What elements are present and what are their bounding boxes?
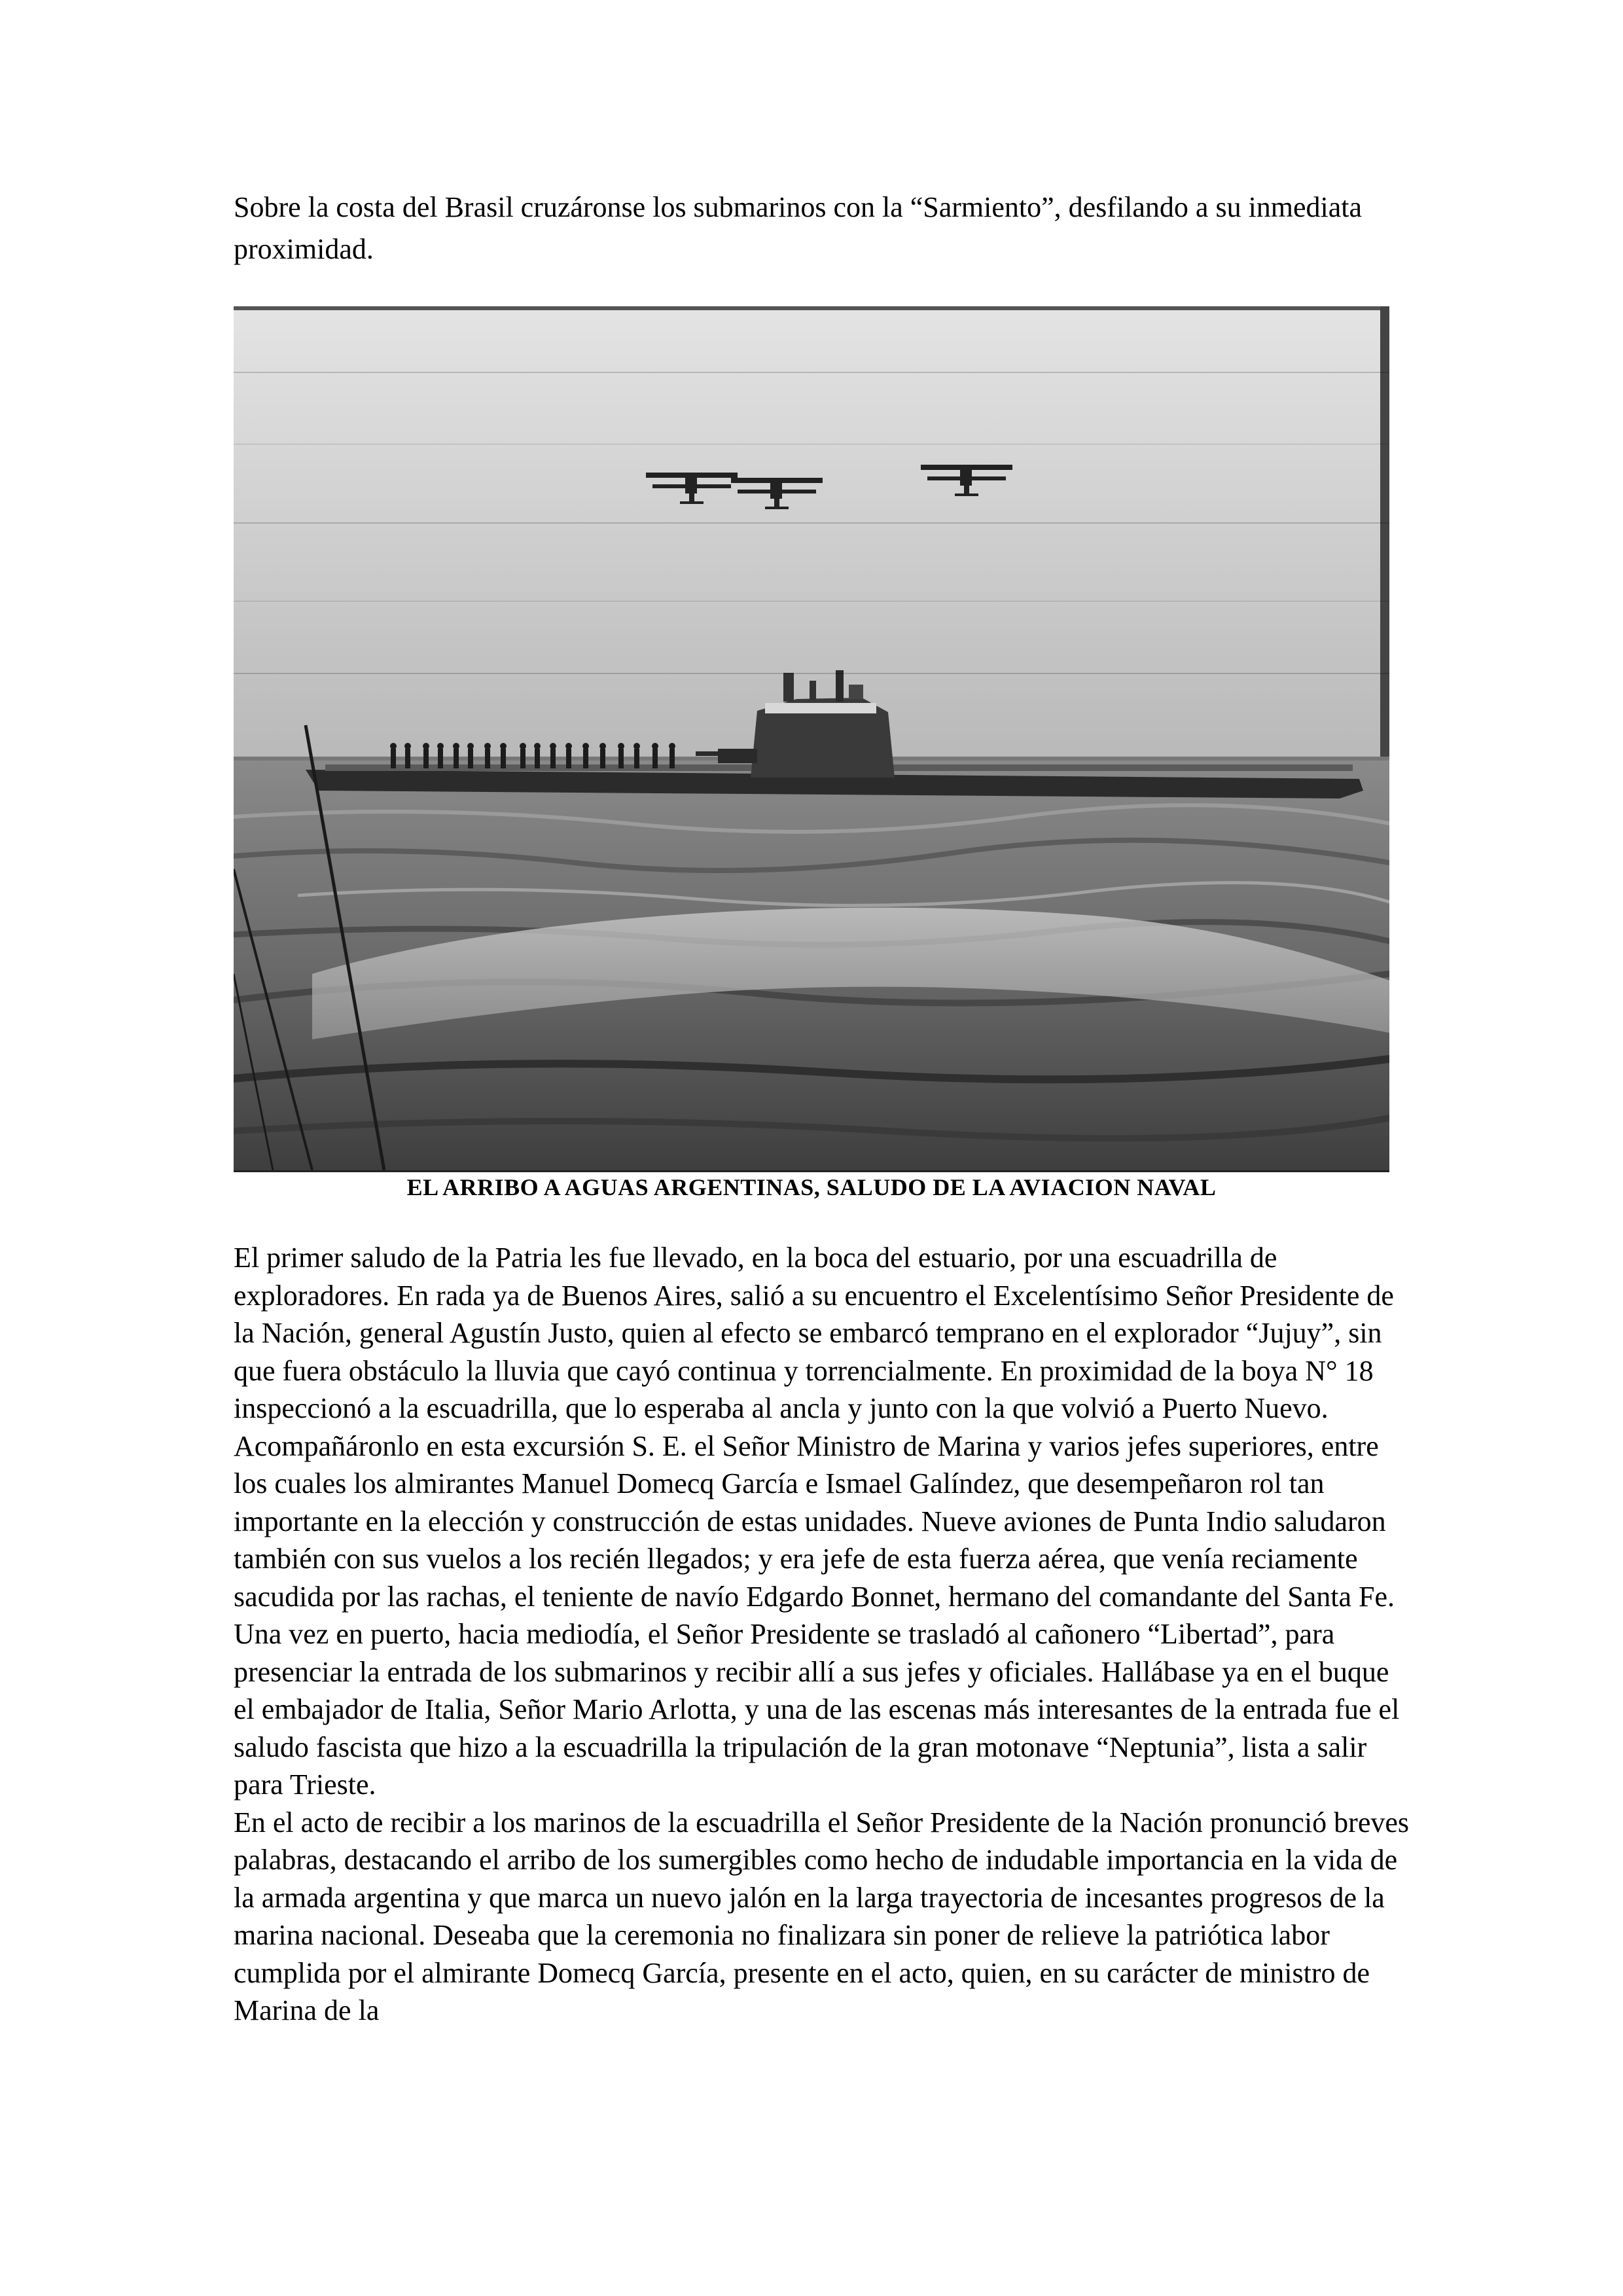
submarine-photo-image bbox=[234, 306, 1389, 1170]
intro-paragraph: Sobre la costa del Brasil cruzáronse los submarinos con la “Sarmiento”, desfilando a su inmediata proximidad. bbox=[234, 191, 1363, 265]
submarine-photo bbox=[234, 306, 1389, 1172]
paragraph: Una vez en puerto, hacia mediodía, el Señor Presidente se trasladó al cañonero “Libertad”, para presenciar la entrada de los submarinos y recibir allí a sus jefes y oficiales. Hallábase ya en el buque el embajador de Italia, Señor Mario Arlotta, y una de las escenas más interesantes de la entrada fue el saludo fascista que hizo a la escuadrilla la tripulación de la gran motonave “Neptunia”, lista a salir para Trieste. bbox=[234, 1618, 1400, 1801]
paragraph: El primer saludo de la Patria les fue llevado, en la boca del estuario, por una escuadrilla de exploradores. En rada ya de Buenos Aires, salió a su encuentro el Excelentísimo Señor Presidente de la Nación, general Agustín Justo, quien al efecto se embarcó temprano en el explorador “Jujuy”, sin que fuera obstáculo la lluvia que cayó continua y torrencialmente. En proximidad de la boya N° 18 inspeccionó a la escuadrilla, que lo esperaba al ancla y junto con la que volvió a Puerto Nuevo. Acompañáronlo en esta excursión S. E. el Señor Ministro de Marina y varios jefes superiores, entre los cuales los almirantes Manuel Domecq García e Ismael Galíndez, que desempeñaron rol tan importante en la elección y construcción de estas unidades. Nueve aviones de Punta Indio saludaron también con sus vuelos a los recién llegados; y era jefe de esta fuerza aérea, que venía reciamente sacudida por las rachas, el teniente de navío Edgardo Bonnet, hermano del comandante del Santa Fe. bbox=[234, 1242, 1395, 1613]
photo-caption: EL ARRIBO A AGUAS ARGENTINAS, SALUDO DE LA AVIACION NAVAL bbox=[406, 1174, 1217, 1200]
paragraph: En el acto de recibir a los marinos de la escuadrilla el Señor Presidente de la Nación pronunció breves palabras, destacando el arribo de los sumergibles como hecho de indudable importancia en la vida de la armada argentina y que marca un nuevo jalón en la larga trayectoria de incesantes progresos de la marina nacional. Deseaba que la ceremonia no finalizara sin poner de relieve la patriótica labor cumplida por el almirante Domecq García, presente en el acto, quien, en su carácter de ministro de Marina de la bbox=[234, 1806, 1410, 2026]
body-text bbox=[234, 1239, 1412, 2030]
